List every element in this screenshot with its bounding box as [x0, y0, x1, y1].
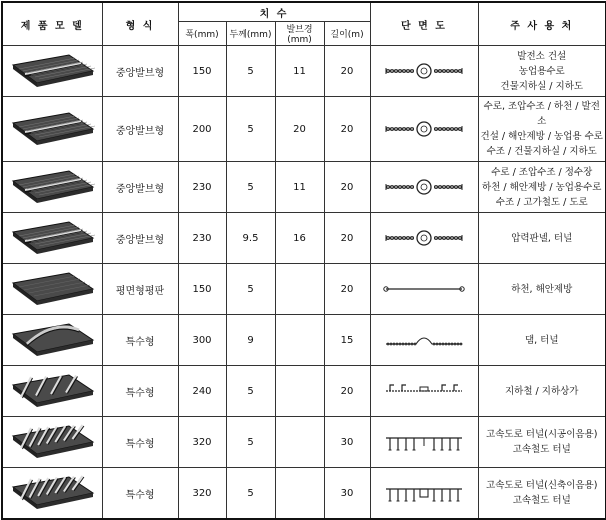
thickness-cell: 5 [226, 162, 275, 213]
usage-line: 고속도로 터널(시공이음용) [486, 429, 598, 440]
header-thickness: 두께(mm) [226, 22, 275, 46]
thickness-cell: 5 [226, 417, 275, 468]
form-cell: 중앙발브형 [102, 97, 178, 162]
usage-cell [478, 468, 606, 520]
product-model-cell [2, 417, 102, 468]
bulb-diameter-cell: 11 [275, 46, 324, 97]
cross-section-cell [370, 97, 478, 162]
thickness-cell: 5 [226, 366, 275, 417]
usage-line: 건설 / 해안제방 / 농업용 수로 [480, 131, 603, 142]
usage-line: 수조 / 고가철도 / 도로 [495, 196, 588, 208]
usage-line: 하천 / 해안제방 / 농업용수로 [482, 181, 602, 193]
waterstop-product-image [9, 320, 95, 360]
length-cell: 20 [324, 46, 370, 97]
usage-line: 지하철 / 지하상가 [505, 385, 579, 397]
product-row [2, 468, 606, 520]
length-cell: 20 [324, 213, 370, 264]
thickness-cell: 9.5 [226, 213, 275, 264]
bulb-diameter-cell [275, 315, 324, 366]
form-cell: 중앙발브형 [102, 162, 178, 213]
bulb-diameter-cell [275, 264, 324, 315]
form-cell: 특수형 [102, 417, 178, 468]
waterstop-product-image [9, 269, 95, 309]
width-cell: 200 [178, 97, 226, 162]
bulb-diameter-cell [275, 417, 324, 468]
waterstop-product-image [9, 473, 95, 513]
cross-section-diagram [382, 117, 466, 141]
bulb-diameter-cell: 16 [275, 213, 324, 264]
length-cell: 20 [324, 264, 370, 315]
cross-section-diagram [382, 226, 466, 250]
length-cell: 20 [324, 366, 370, 417]
width-cell: 240 [178, 366, 226, 417]
product-model-cell [2, 315, 102, 366]
form-cell: 특수형 [102, 366, 178, 417]
usage-line: 발전소 건설 [517, 50, 567, 62]
usage-line: 압력판넬, 터널 [511, 232, 573, 244]
cross-section-cell [370, 315, 478, 366]
product-row [2, 264, 606, 315]
header-cross-section: 단 면 도 [370, 2, 478, 46]
waterstop-product-image [9, 218, 95, 258]
product-row [2, 417, 606, 468]
length-cell: 30 [324, 468, 370, 520]
form-cell: 중앙발브형 [102, 213, 178, 264]
width-cell: 300 [178, 315, 226, 366]
usage-cell [478, 264, 606, 315]
product-row [2, 46, 606, 97]
product-model-cell [2, 46, 102, 97]
length-cell: 20 [324, 97, 370, 162]
usage-cell [478, 366, 606, 417]
cross-section-diagram [382, 481, 466, 505]
product-row [2, 315, 606, 366]
product-row [2, 213, 606, 264]
product-model-cell [2, 97, 102, 162]
header-product-model: 제 품 모 델 [2, 2, 102, 46]
waterstop-product-image [9, 167, 95, 207]
cross-section-cell [370, 417, 478, 468]
product-model-cell [2, 264, 102, 315]
usage-line: 고속철도 터널 [512, 444, 571, 455]
bulb-diameter-cell [275, 468, 324, 520]
usage-line: 수조 / 건물지하실 / 지하도 [486, 146, 597, 157]
form-cell: 중앙발브형 [102, 46, 178, 97]
cross-section-cell [370, 162, 478, 213]
product-model-cell [2, 162, 102, 213]
waterstop-product-image [9, 51, 95, 91]
width-cell: 230 [178, 162, 226, 213]
usage-cell [478, 315, 606, 366]
usage-cell [478, 46, 606, 97]
width-cell: 230 [178, 213, 226, 264]
usage-line: 하천, 해안제방 [511, 283, 573, 295]
width-cell: 150 [178, 46, 226, 97]
form-cell: 평면형평판 [102, 264, 178, 315]
waterstop-product-image [9, 109, 95, 149]
usage-cell [478, 97, 606, 162]
usage-line: 댐, 터널 [524, 334, 559, 346]
cross-section-cell [370, 264, 478, 315]
waterstop-product-image [9, 422, 95, 462]
thickness-cell: 9 [226, 315, 275, 366]
usage-cell [478, 417, 606, 468]
thickness-cell: 5 [226, 264, 275, 315]
product-row [2, 97, 606, 162]
width-cell: 320 [178, 417, 226, 468]
usage-cell [478, 213, 606, 264]
form-cell: 특수형 [102, 315, 178, 366]
thickness-cell: 5 [226, 97, 275, 162]
bulb-diameter-cell [275, 366, 324, 417]
cross-section-diagram [382, 175, 466, 199]
usage-cell [478, 162, 606, 213]
form-cell: 특수형 [102, 468, 178, 520]
thickness-cell: 5 [226, 468, 275, 520]
cross-section-diagram [382, 328, 466, 352]
width-cell: 320 [178, 468, 226, 520]
length-cell: 30 [324, 417, 370, 468]
usage-line: 수로, 조압수조 / 하천 / 발전소 [483, 101, 600, 127]
usage-line: 수로 / 조압수조 / 정수장 [491, 166, 593, 178]
usage-line: 농업용수로 [518, 65, 565, 77]
product-model-cell [2, 366, 102, 417]
thickness-cell: 5 [226, 46, 275, 97]
product-model-cell [2, 468, 102, 520]
cross-section-cell [370, 213, 478, 264]
usage-line: 고속철도 터널 [512, 495, 571, 506]
product-row [2, 162, 606, 213]
cross-section-diagram [382, 277, 466, 301]
header-main-usage: 주 사 용 처 [478, 2, 606, 46]
waterstop-product-image [9, 371, 95, 411]
header-width: 폭(mm) [178, 22, 226, 46]
length-cell: 15 [324, 315, 370, 366]
product-row [2, 366, 606, 417]
cross-section-diagram [382, 430, 466, 454]
cross-section-cell [370, 366, 478, 417]
cross-section-diagram [382, 379, 466, 403]
cross-section-cell [370, 468, 478, 520]
usage-line: 고속도로 터널(신축이음용) [486, 480, 598, 491]
header-dimensions: 치 수 [178, 2, 370, 22]
bulb-diameter-cell: 11 [275, 162, 324, 213]
width-cell: 150 [178, 264, 226, 315]
product-model-cell [2, 213, 102, 264]
bulb-diameter-cell: 20 [275, 97, 324, 162]
product-spec-table [1, 1, 606, 520]
cross-section-cell [370, 46, 478, 97]
cross-section-diagram [382, 59, 466, 83]
header-bulb-diameter: 발브경(mm) [275, 22, 324, 46]
usage-line: 건물지하실 / 지하도 [500, 80, 584, 92]
header-length: 길이(m) [324, 22, 370, 46]
header-form: 형 식 [102, 2, 178, 46]
length-cell: 20 [324, 162, 370, 213]
